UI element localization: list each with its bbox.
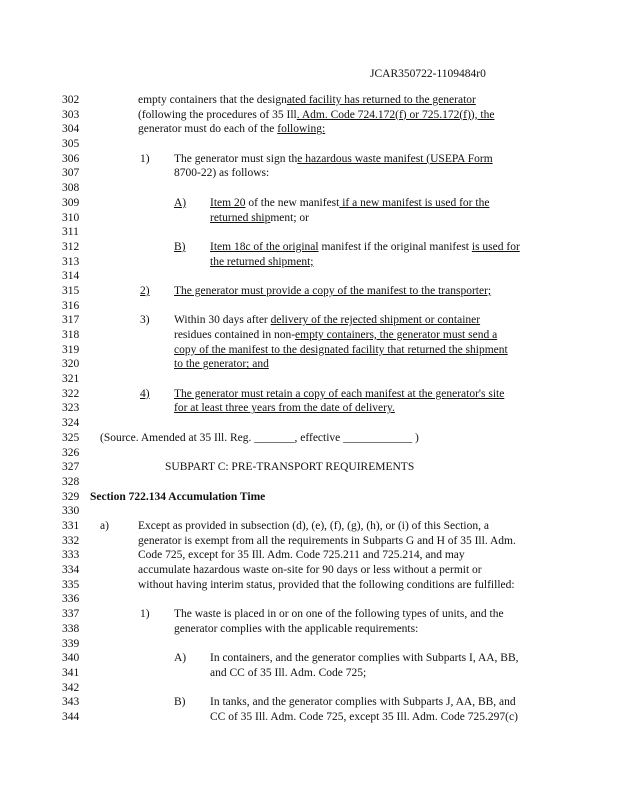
item-label: A) (174, 196, 187, 209)
document-line (0, 505, 618, 519)
line-number: 311 (62, 226, 79, 239)
text-segment: Within 30 days after (174, 314, 271, 327)
text-segment: 8700-22) as follows: (174, 167, 270, 180)
text-segment: generator complies with the applicable requirements: (174, 622, 419, 635)
document-line (0, 123, 618, 137)
underlined-text: The generator must retain a copy of each manifest at the generator's site (174, 387, 505, 400)
document-line (0, 138, 618, 152)
line-text (174, 329, 497, 341)
line-text (174, 608, 504, 620)
line-text (210, 197, 489, 209)
document-line (0, 256, 618, 270)
document-line (0, 667, 618, 681)
item-label: 1) (140, 152, 150, 165)
line-number: 338 (62, 622, 80, 635)
text-segment: , effective (294, 431, 344, 444)
line-number: 326 (62, 446, 80, 459)
document-line (0, 270, 618, 284)
line-text (138, 549, 465, 561)
underlined-text: . Adm. Code 724.172(f) or 725.172(f)), the (296, 108, 495, 121)
text-segment: In containers, and the generator complies with Subparts I, AA, BB, (210, 652, 519, 665)
document-line (0, 432, 618, 446)
line-number: 320 (62, 358, 80, 371)
document-line (0, 153, 618, 167)
line-text (138, 123, 325, 135)
line-number: 323 (62, 402, 80, 415)
text-segment: Section 722.134 Accumulation Time (90, 490, 266, 503)
line-number: 335 (62, 578, 80, 591)
document-line (0, 388, 618, 402)
line-text (210, 667, 366, 679)
document-line (0, 535, 618, 549)
underlined-text: copy of the manifest to the designated facility that returned the shipment (174, 343, 508, 356)
document-line (0, 226, 618, 240)
text-segment: and CC of 35 Ill. Adm. Code 725; (210, 666, 367, 679)
document-line (0, 564, 618, 578)
line-number: 336 (62, 593, 80, 606)
underlined-text: empty containers, the generator must send a (295, 329, 498, 342)
text-segment: (Source. Amended at 35 Ill. Reg. (100, 431, 255, 444)
line-text (138, 520, 489, 532)
line-text (138, 579, 515, 591)
underlined-text: ated facility has returned to the generator (286, 94, 476, 106)
text-segment: generator must do each of the (138, 123, 278, 136)
line-number: 306 (62, 152, 80, 165)
line-number: 327 (62, 461, 80, 474)
line-number: 303 (62, 108, 80, 121)
underlined-text: if a new manifest is used for the (339, 196, 490, 209)
document-line (0, 520, 618, 534)
line-text (174, 402, 395, 414)
document-line (0, 402, 618, 416)
item-label: a) (100, 520, 109, 532)
underlined-text: for at least three years from the date of delivery. (174, 402, 395, 415)
document-line (0, 94, 618, 108)
text-segment: ) (412, 431, 419, 444)
line-number: 331 (62, 520, 80, 532)
document-line (0, 182, 618, 196)
underlined-text: is used for (471, 240, 520, 253)
line-text (100, 432, 419, 444)
underlined-text: Item 20 (210, 196, 246, 209)
text-segment: The generator must sign th (174, 152, 298, 165)
document-line (0, 608, 618, 622)
text-segment: (following the procedures of 35 Ill (138, 108, 297, 121)
line-text (174, 167, 269, 179)
document-line (0, 344, 618, 358)
line-text (210, 241, 520, 253)
text-segment: residues contained in non- (174, 329, 296, 342)
document-line (0, 623, 618, 637)
underlined-text: The generator must provide a copy of the manifest to the transporter; (174, 284, 492, 297)
line-text (174, 153, 493, 165)
line-number: 318 (62, 329, 80, 342)
line-text (210, 212, 309, 224)
document-line (0, 638, 618, 652)
document-line (0, 447, 618, 461)
item-label: 2) (140, 284, 150, 297)
line-text (210, 652, 519, 664)
text-segment: CC of 35 Ill. Adm. Code 725, except 35 Ill. Adm. Code 725.297(c) (210, 710, 518, 723)
line-number: 308 (62, 182, 80, 195)
item-label: B) (174, 696, 186, 709)
line-number: 309 (62, 196, 80, 209)
document-line (0, 167, 618, 181)
document-line (0, 652, 618, 666)
item-label: 4) (140, 387, 150, 400)
line-number: 324 (62, 417, 80, 430)
line-number: 322 (62, 387, 80, 400)
item-label: 1) (140, 608, 150, 621)
line-number: 307 (62, 167, 80, 180)
line-number: 329 (62, 490, 80, 503)
text-segment: accumulate hazardous waste on-site for 90 days or less without a permit or (138, 564, 482, 577)
line-text (210, 256, 313, 268)
line-text (174, 388, 504, 400)
line-text (138, 535, 516, 547)
document-line (0, 109, 618, 123)
document-line (0, 476, 618, 490)
line-number: 333 (62, 549, 80, 562)
document-line (0, 593, 618, 607)
text-segment: manifest if the original manifest (318, 240, 472, 253)
line-number: 341 (62, 666, 80, 679)
document-line (0, 314, 618, 328)
line-number: 334 (62, 564, 80, 577)
underlined-text: to the generator; and (174, 358, 269, 371)
line-number: 339 (62, 637, 80, 650)
line-number: 310 (62, 211, 80, 224)
document-line (0, 373, 618, 387)
document-line (0, 285, 618, 299)
text-segment: generator is exempt from all the requirements in Subparts G and H of 35 Ill. Adm. (138, 534, 516, 547)
document-line (0, 579, 618, 593)
text-segment: Code 725, except for 35 Ill. Adm. Code 725.211 and 725.214, and may (138, 549, 465, 562)
line-text (210, 696, 516, 708)
document-line (0, 212, 618, 226)
line-number: 328 (62, 475, 80, 488)
line-text (138, 564, 482, 576)
line-text (174, 314, 480, 326)
text-segment: The waste is placed in or on one of the following types of units, and the (174, 608, 504, 621)
document-line (0, 358, 618, 372)
document-line (0, 549, 618, 563)
line-number: 343 (62, 696, 80, 709)
line-number: 314 (62, 270, 80, 283)
line-number: 321 (62, 373, 80, 386)
underlined-text: delivery of the rejected shipment or container (270, 314, 481, 327)
underlined-text: following: (277, 123, 326, 136)
document-line (0, 241, 618, 255)
document-line (0, 491, 618, 505)
line-number: 332 (62, 534, 80, 547)
text-segment: ment; or (270, 211, 310, 224)
line-number: 319 (62, 343, 80, 356)
text-segment: Except as provided in subsection (d), (e), (f), (g), (h), or (i) of this Section, a (138, 520, 489, 532)
underlined-text: Item 18c of the original (210, 240, 319, 253)
text-segment: _______ (254, 431, 295, 444)
line-text (138, 109, 494, 121)
line-text (174, 623, 418, 635)
line-number: 304 (62, 123, 80, 136)
document-line (0, 461, 618, 475)
item-label: A) (174, 652, 187, 665)
text-segment: ____________ (343, 431, 413, 444)
subpart-heading (165, 461, 414, 473)
text-segment: without having interim status, provided that the following conditions are fulfilled: (138, 578, 515, 591)
item-label: B) (174, 240, 186, 253)
line-number: 340 (62, 652, 80, 665)
text-segment: SUBPART C: PRE-TRANSPORT REQUIREMENTS (165, 461, 415, 474)
line-text (138, 94, 476, 106)
document-line (0, 696, 618, 710)
line-number: 325 (62, 431, 80, 444)
line-number: 342 (62, 681, 80, 694)
underlined-text: returned ship (210, 211, 271, 224)
section-heading (90, 491, 265, 503)
line-text (174, 344, 508, 356)
document-line (0, 417, 618, 431)
line-number: 302 (62, 94, 80, 106)
line-number: 312 (62, 240, 80, 253)
line-text (210, 711, 518, 723)
underlined-text: the returned shipment; (210, 255, 314, 268)
line-number: 317 (62, 314, 80, 327)
line-number: 316 (62, 299, 80, 312)
line-text (174, 285, 491, 297)
underlined-text: e hazardous waste manifest (USEPA Form (297, 152, 493, 165)
document-line (0, 300, 618, 314)
document-line (0, 682, 618, 696)
text-segment: empty containers that the design (138, 94, 287, 106)
line-number: 344 (62, 710, 80, 723)
line-number: 315 (62, 284, 80, 297)
item-label: 3) (140, 314, 150, 327)
text-segment: of the new manifest (245, 196, 340, 209)
line-number: 313 (62, 255, 80, 268)
text-segment: In tanks, and the generator complies with Subparts J, AA, BB, and (210, 696, 516, 709)
document-line (0, 329, 618, 343)
line-number: 330 (62, 505, 80, 518)
document-line (0, 197, 618, 211)
line-number: 337 (62, 608, 80, 621)
document-id: JCAR350722-1109484r0 (370, 68, 486, 80)
line-number: 305 (62, 138, 80, 151)
document-line (0, 711, 618, 725)
line-text (174, 358, 269, 370)
